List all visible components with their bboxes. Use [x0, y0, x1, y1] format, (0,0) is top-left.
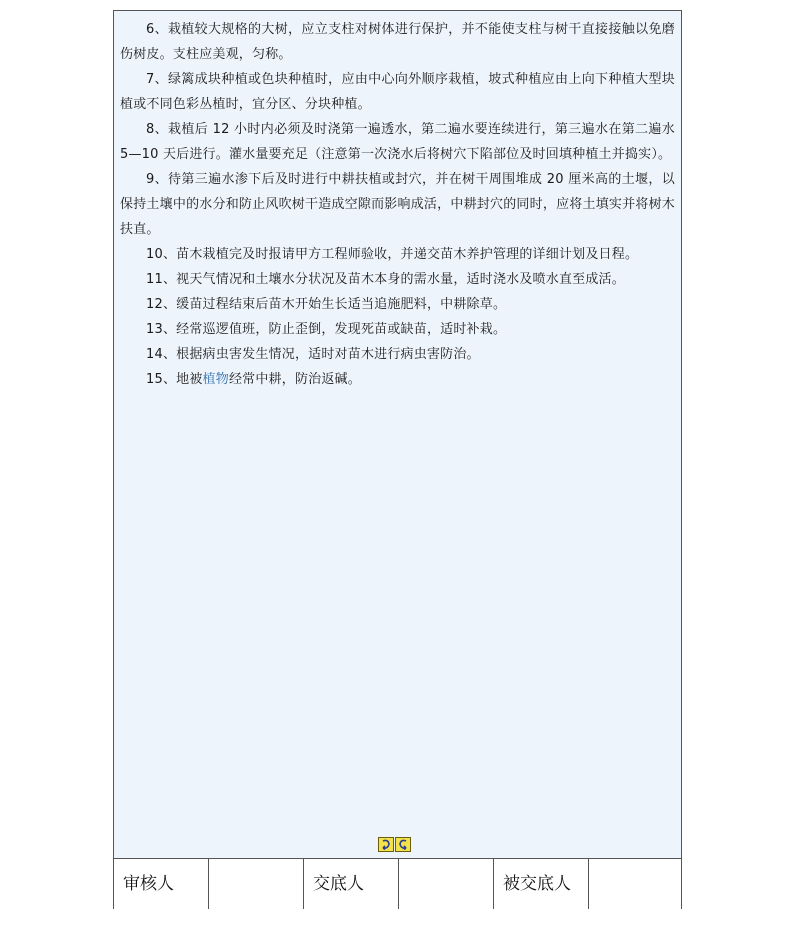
paragraph-item-10: 10、苗木栽植完及时报请甲方工程师验收，并递交苗木养护管理的详细计划及日程。 — [146, 247, 639, 262]
reviewer-field[interactable] — [209, 859, 304, 909]
discloser-field[interactable] — [399, 859, 494, 909]
paragraph-item-6: 6、栽植较大规格的大树，应立支柱对树体进行保护，并不能使支柱与树干直接接触以免磨伤树皮。支柱应美观，匀称。 — [120, 22, 675, 62]
paragraph-item-11: 11、视天气情况和土壤水分状况及苗木本身的需水量，适时浇水及喷水直至成活。 — [146, 272, 625, 287]
recipient-field[interactable] — [589, 859, 681, 909]
paragraph-15-text-after: 经常中耕，防治返碱。 — [228, 372, 361, 387]
next-page-glyph-icon — [397, 839, 409, 850]
paragraph-item-15 — [120, 367, 675, 392]
page-nav-icons — [378, 837, 411, 853]
paragraph-15-text-before: 15、地被 — [146, 372, 203, 387]
plant-link[interactable]: 植物 — [202, 372, 229, 387]
prev-page-icon[interactable] — [378, 837, 394, 852]
paragraph-item-14: 14、根据病虫害发生情况，适时对苗木进行病虫害防治。 — [146, 347, 480, 362]
recipient-label: 被交底人 — [494, 859, 589, 909]
paragraph-item-9: 9、待第三遍水渗下后及时进行中耕扶植或封穴，并在树干周围堆成 20 厘米高的土堰，以保持土壤中的水分和防止风吹树干造成空隙而影响成活，中耕封穴的同时，应将土填实并将树木扶直。 — [120, 172, 675, 237]
paragraph-item-12: 12、缓苗过程结束后苗木开始生长适当追施肥料，中耕除草。 — [146, 297, 507, 312]
next-page-icon[interactable] — [395, 837, 411, 852]
paragraph-item-8: 8、栽植后 12 小时内必须及时浇第一遍透水，第二遍水要连续进行，第三遍水在第二遍水 5—10 天后进行。灌水量要充足（注意第一次浇水后将树穴下陷部位及时回填种植土并捣实）。 — [120, 122, 675, 162]
paragraph-item-13: 13、经常巡逻值班，防止歪倒，发现死苗或缺苗，适时补栽。 — [146, 322, 507, 337]
paragraph-item-7: 7、绿篱成块种植或色块种植时，应由中心向外顺序栽植，坡式种植应由上向下种植大型块植或不同色彩丛植时，宜分区、分块种植。 — [120, 72, 675, 112]
reviewer-label: 审核人 — [114, 859, 209, 909]
document-page — [113, 10, 682, 909]
document-body — [114, 11, 681, 858]
signature-table-row — [114, 858, 681, 909]
prev-page-glyph-icon — [380, 839, 392, 850]
discloser-label: 交底人 — [304, 859, 399, 909]
